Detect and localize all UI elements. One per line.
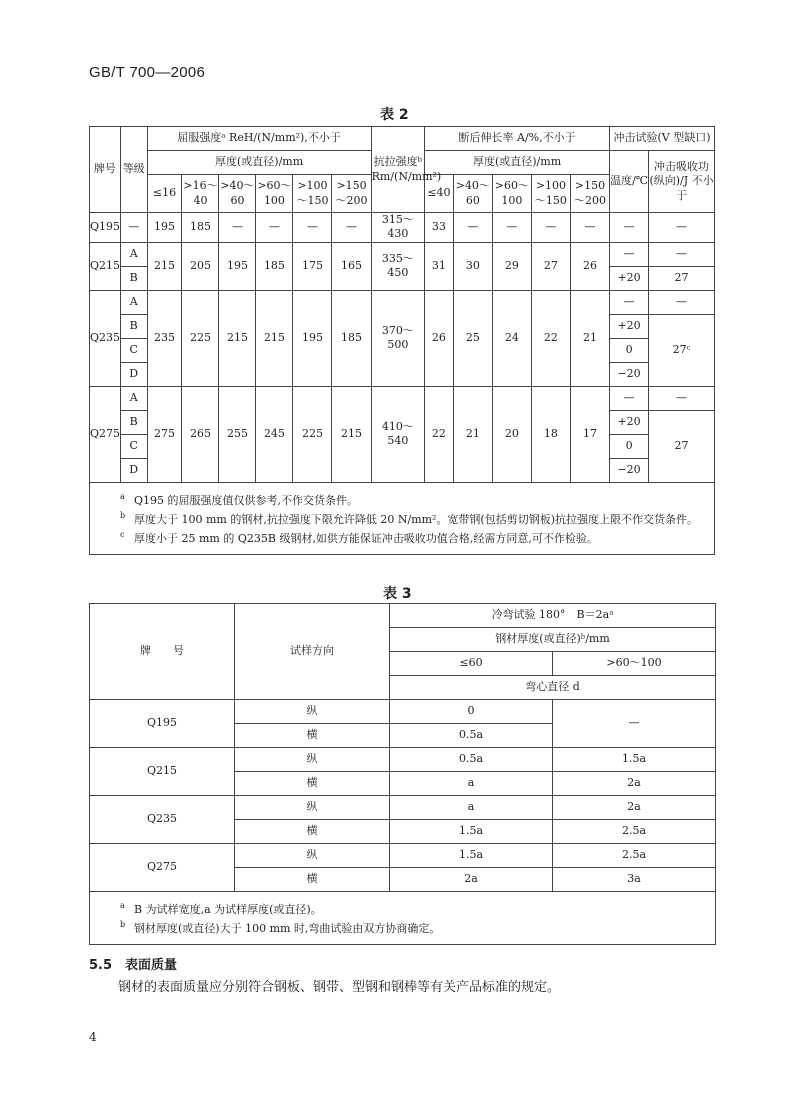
t3-value-gt60: — <box>553 700 716 748</box>
table2 <box>89 126 715 555</box>
t2-temp-cell: — <box>610 213 649 243</box>
t2-yield-cell: 185 <box>332 290 371 386</box>
t2-yield-cell: 195 <box>293 290 332 386</box>
t2-header-impact: 冲击试验(V 型缺口) <box>610 127 715 151</box>
t2-grade-cell: A <box>120 290 147 314</box>
t2-elong-cell: 26 <box>570 242 609 290</box>
note-mark: b <box>120 510 126 520</box>
t2-elong-cell: — <box>531 213 570 243</box>
t3-brand-cell: Q195 <box>90 700 235 748</box>
t2-energy-cell: 27 <box>649 410 715 482</box>
t2-yield-cell: 205 <box>182 242 219 290</box>
t2-yield-cell: 215 <box>147 242 182 290</box>
t2-grade-cell: D <box>120 362 147 386</box>
t3-value-le60: 0.5a <box>390 724 553 748</box>
table3-caption: 表 3 <box>383 586 412 602</box>
t3-value-le60: a <box>390 772 553 796</box>
t3-direction-cell: 横 <box>235 772 390 796</box>
t2-yield-cell: 245 <box>256 386 293 482</box>
t2-tensile-cell: 335～450 <box>371 242 424 290</box>
t2-energy-cell: — <box>649 386 715 410</box>
t2-temp-cell: −20 <box>610 458 649 482</box>
t3-brand-cell: Q215 <box>90 748 235 796</box>
t2-yield-col-header: >40～60 <box>219 175 256 213</box>
t2-yield-cell: 255 <box>219 386 256 482</box>
t3-notes <box>90 892 716 945</box>
note-text: B 为试样宽度,a 为试样厚度(或直径)。 <box>134 903 322 916</box>
standard-code: GB/T 700—2006 <box>89 64 206 81</box>
t2-elong-col-header: >40～60 <box>453 175 492 213</box>
t2-temp-cell: — <box>610 242 649 266</box>
t2-temp-cell: +20 <box>610 410 649 434</box>
t2-grade-cell: A <box>120 386 147 410</box>
t3-note <box>90 919 705 938</box>
t2-yield-col-header: >16～40 <box>182 175 219 213</box>
t2-grade-cell: B <box>120 266 147 290</box>
t2-elong-cell: 25 <box>453 290 492 386</box>
t2-note <box>90 510 704 529</box>
t2-brand-cell: Q235 <box>90 290 121 386</box>
t2-elong-cell: 31 <box>425 242 454 290</box>
t2-grade-cell: B <box>120 410 147 434</box>
t2-temp-cell: +20 <box>610 314 649 338</box>
t2-tensile-cell: 370～500 <box>371 290 424 386</box>
table2-caption: 表 2 <box>380 107 409 123</box>
t2-grade-cell: C <box>120 434 147 458</box>
section-body: 钢材的表面质量应分别符合钢板、钢带、型钢和钢棒等有关产品标准的规定。 <box>118 980 561 995</box>
t2-energy-cell: — <box>649 290 715 314</box>
t2-header-temp: 温度/℃ <box>610 151 649 213</box>
t2-yield-cell: 215 <box>219 290 256 386</box>
t2-elong-cell: 24 <box>492 290 531 386</box>
t2-elong-cell: 22 <box>531 290 570 386</box>
t3-direction-cell: 纵 <box>235 796 390 820</box>
t2-elong-col-header: ≤40 <box>425 175 454 213</box>
t2-grade-cell: D <box>120 458 147 482</box>
t2-elong-cell: 17 <box>570 386 609 482</box>
t2-grade-cell: — <box>120 213 147 243</box>
t2-elong-cell: 22 <box>425 386 454 482</box>
t3-header-bend-test: 冷弯试验 180° B＝2aᵃ <box>390 604 716 628</box>
t3-value-le60: 1.5a <box>390 844 553 868</box>
t3-brand-cell: Q275 <box>90 844 235 892</box>
t2-energy-cell: — <box>649 242 715 266</box>
t2-header-grade: 等级 <box>120 127 147 213</box>
t2-yield-cell: — <box>256 213 293 243</box>
t2-yield-col-header: >60～100 <box>256 175 293 213</box>
t2-grade-cell: B <box>120 314 147 338</box>
t3-header-diameter: 弯心直径 d <box>390 676 716 700</box>
t2-yield-cell: — <box>332 213 371 243</box>
t2-note <box>90 491 704 510</box>
t2-elong-cell: 33 <box>425 213 454 243</box>
t2-header-elong-thickness: 厚度(或直径)/mm <box>425 151 610 175</box>
t3-value-gt60: 2.5a <box>553 820 716 844</box>
t3-direction-cell: 横 <box>235 724 390 748</box>
t2-yield-cell: 235 <box>147 290 182 386</box>
t2-header-tensile: 抗拉强度ᵇ Rm/(N/mm²) <box>371 127 424 213</box>
t2-yield-col-header: ≤16 <box>147 175 182 213</box>
t2-yield-cell: 185 <box>182 213 219 243</box>
t2-elong-cell: — <box>453 213 492 243</box>
t2-header-brand: 牌号 <box>90 127 121 213</box>
t3-value-le60: 1.5a <box>390 820 553 844</box>
t2-temp-cell: — <box>610 290 649 314</box>
note-mark: a <box>120 491 125 501</box>
t2-yield-cell: 275 <box>147 386 182 482</box>
t2-elong-cell: — <box>570 213 609 243</box>
t3-value-le60: a <box>390 796 553 820</box>
t2-yield-cell: 225 <box>182 290 219 386</box>
t3-value-le60: 2a <box>390 868 553 892</box>
note-text: 厚度大于 100 mm 的钢材,抗拉强度下限允许降低 20 N/mm²。宽带钢(包括剪切钢板)抗拉强度上限不作交货条件。 <box>134 512 699 526</box>
t2-header-energy: 冲击吸收功(纵向)/J 不小于 <box>649 151 715 213</box>
note-text: Q195 的屈服强度值仅供参考,不作交货条件。 <box>134 493 359 507</box>
t2-brand-cell: Q275 <box>90 386 121 482</box>
t2-temp-cell: 0 <box>610 434 649 458</box>
t2-yield-col-header: >150～200 <box>332 175 371 213</box>
t3-direction-cell: 纵 <box>235 844 390 868</box>
t2-elong-cell: 27 <box>531 242 570 290</box>
t3-header-le60: ≤60 <box>390 652 553 676</box>
t2-tensile-cell: 315～430 <box>371 213 424 243</box>
t2-note <box>90 529 704 548</box>
t3-header-direction: 试样方向 <box>235 604 390 700</box>
t2-yield-cell: 225 <box>293 386 332 482</box>
t2-yield-cell: 215 <box>256 290 293 386</box>
t2-grade-cell: C <box>120 338 147 362</box>
note-text: 厚度小于 25 mm 的 Q235B 级钢材,如供方能保证冲击吸收功值合格,经需方同意,可不作检验。 <box>134 531 598 545</box>
t2-yield-cell: 175 <box>293 242 332 290</box>
t2-yield-cell: — <box>293 213 332 243</box>
t2-elong-col-header: >60～100 <box>492 175 531 213</box>
t3-value-gt60: 2a <box>553 796 716 820</box>
t2-temp-cell: +20 <box>610 266 649 290</box>
t2-elong-cell: 18 <box>531 386 570 482</box>
t3-value-le60: 0.5a <box>390 748 553 772</box>
t3-direction-cell: 横 <box>235 868 390 892</box>
t2-yield-cell: 195 <box>219 242 256 290</box>
section-heading: 5.5 表面质量 <box>89 958 178 973</box>
t2-temp-cell: — <box>610 386 649 410</box>
t2-yield-cell: 165 <box>332 242 371 290</box>
note-mark: c <box>120 529 125 539</box>
t2-energy-cell: 27 <box>649 266 715 290</box>
t2-elong-cell: 29 <box>492 242 531 290</box>
t3-direction-cell: 纵 <box>235 700 390 724</box>
table3 <box>89 603 716 945</box>
t2-yield-col-header: >100～150 <box>293 175 332 213</box>
t2-yield-cell: — <box>219 213 256 243</box>
t3-value-gt60: 1.5a <box>553 748 716 772</box>
t2-grade-cell: A <box>120 242 147 266</box>
note-mark: a <box>120 901 125 910</box>
t2-elong-cell: 30 <box>453 242 492 290</box>
t3-value-le60: 0 <box>390 700 553 724</box>
t2-elong-col-header: >100～150 <box>531 175 570 213</box>
t2-yield-cell: 265 <box>182 386 219 482</box>
t2-energy-cell: 27ᶜ <box>649 314 715 386</box>
t3-value-gt60: 3a <box>553 868 716 892</box>
note-mark: b <box>120 920 126 929</box>
t3-note <box>90 900 705 919</box>
note-text: 钢材厚度(或直径)大于 100 mm 时,弯曲试验由双方协商确定。 <box>134 922 441 935</box>
t2-header-yield: 屈服强度ᵃ ReH/(N/mm²),不小于 <box>147 127 371 151</box>
t2-elong-cell: 20 <box>492 386 531 482</box>
t3-header-brand: 牌 号 <box>90 604 235 700</box>
t2-elong-cell: 26 <box>425 290 454 386</box>
t3-header-gt60: >60～100 <box>553 652 716 676</box>
t2-brand-cell: Q195 <box>90 213 121 243</box>
t2-temp-cell: −20 <box>610 362 649 386</box>
t2-temp-cell: 0 <box>610 338 649 362</box>
t2-yield-cell: 195 <box>147 213 182 243</box>
t2-elong-cell: — <box>492 213 531 243</box>
t2-header-elongation: 断后伸长率 A/%,不小于 <box>425 127 610 151</box>
t2-elong-cell: 21 <box>570 290 609 386</box>
t3-direction-cell: 纵 <box>235 748 390 772</box>
t2-brand-cell: Q215 <box>90 242 121 290</box>
t3-value-gt60: 2.5a <box>553 844 716 868</box>
t2-yield-cell: 185 <box>256 242 293 290</box>
t2-yield-cell: 215 <box>332 386 371 482</box>
page-number: 4 <box>89 1030 97 1044</box>
t3-brand-cell: Q235 <box>90 796 235 844</box>
t3-direction-cell: 横 <box>235 820 390 844</box>
t3-value-gt60: 2a <box>553 772 716 796</box>
t2-notes <box>90 482 715 554</box>
t2-header-yield-thickness: 厚度(或直径)/mm <box>147 151 371 175</box>
t2-tensile-cell: 410～540 <box>371 386 424 482</box>
t2-elong-cell: 21 <box>453 386 492 482</box>
t2-energy-cell: — <box>649 213 715 243</box>
t2-elong-col-header: >150～200 <box>570 175 609 213</box>
t3-header-thickness: 钢材厚度(或直径)ᵇ/mm <box>390 628 716 652</box>
